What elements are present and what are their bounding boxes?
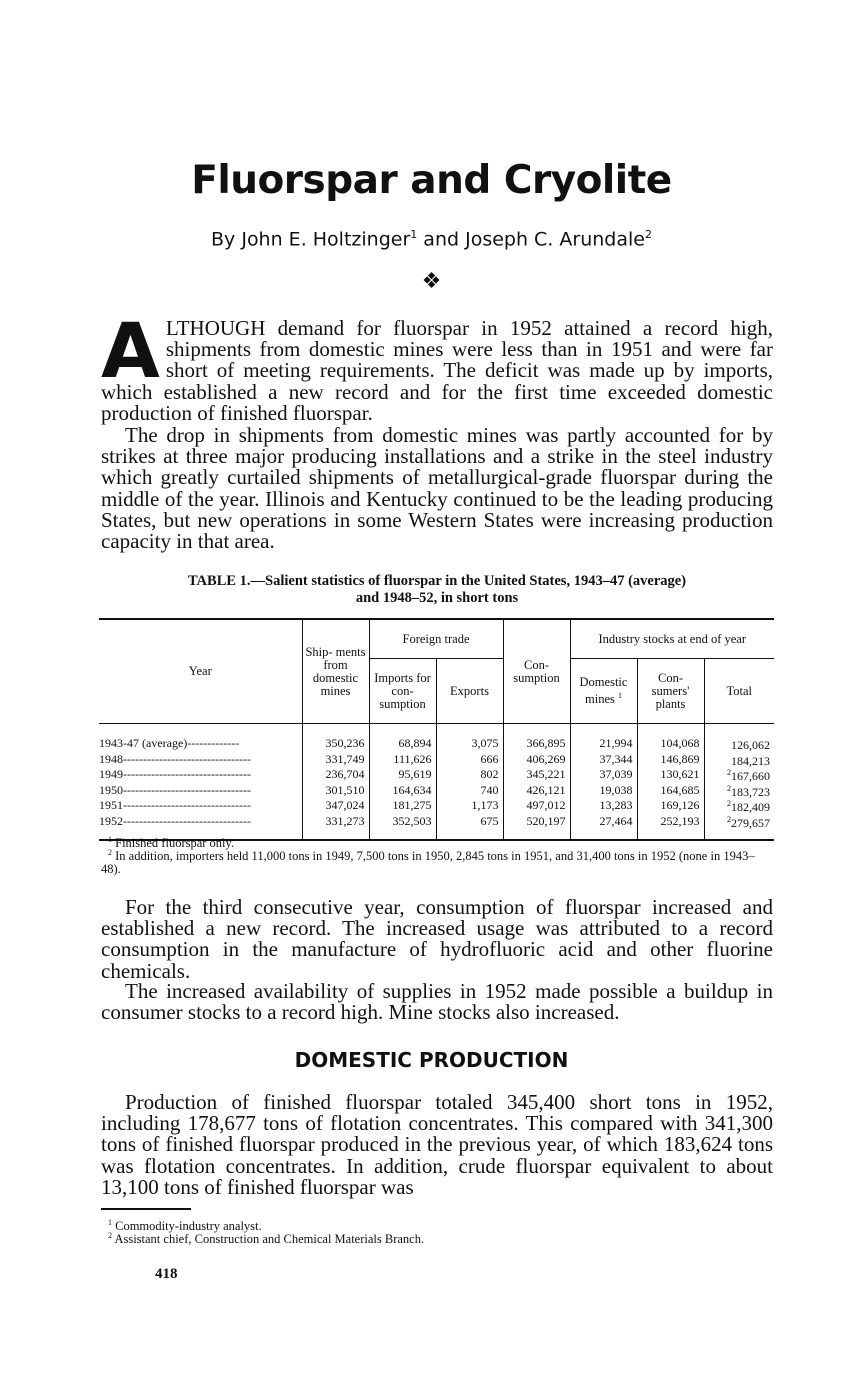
- total-value: 184,213: [731, 753, 770, 768]
- cell-imports: 352,503: [369, 814, 436, 841]
- cell-consumption: 345,221: [503, 767, 570, 783]
- cell-total: [704, 724, 774, 752]
- footnote-mark: 1: [108, 1218, 112, 1227]
- cell-year: [99, 724, 302, 752]
- cell-domestic-mines: 37,039: [570, 767, 637, 783]
- year-label: 1951: [99, 798, 123, 812]
- body-paragraph-1: For the third consecutive year, consumption of fluorspar increased and established a new record. The increased usage was attributed to a record consumption in the manufacture of hydrofluoric acid and other fluorine chemicals.: [101, 895, 773, 983]
- author-1: By John E. Holtzinger: [211, 228, 411, 251]
- cell-consumers-plants: 169,126: [637, 798, 704, 814]
- cell-consumers-plants: 130,621: [637, 767, 704, 783]
- dot-leader: --------------------------------: [123, 798, 251, 812]
- body-paragraph-3: Production of finished fluorspar totaled 345,400 short tons in 1952, including 178,677 tons of flotation concentrates. This compared with 341,300 tons of finished fluorspar produced in the previous year, of which 183,624 tons was flotation concentrates. In addition, crude fluorspar equivalent to about 13,100 tons of finished fluorspar was: [101, 1090, 773, 1199]
- col-header-exports: Exports: [436, 659, 503, 724]
- cell-imports: 111,626: [369, 752, 436, 768]
- cell-shipments: 350,236: [302, 724, 369, 752]
- dot-leader: --------------------------------: [123, 751, 251, 766]
- cell-total: [704, 798, 774, 814]
- dot-leader: --------------------------------: [123, 782, 251, 797]
- cell-shipments: 331,749: [302, 752, 369, 768]
- table-row: [99, 752, 774, 768]
- col-header-industry-stocks: Industry stocks at end of year: [570, 619, 774, 659]
- cell-consumption: 497,012: [503, 798, 570, 814]
- total-value: 182,409: [731, 800, 770, 814]
- dot-leader: --------------------------------: [123, 813, 251, 828]
- total-value: 126,062: [731, 738, 770, 752]
- table-caption-line-1: TABLE 1.—Salient statistics of fluorspar in the United States, 1943–47 (average): [187, 573, 687, 589]
- cell-year: [99, 783, 302, 799]
- cell-exports: 675: [436, 814, 503, 841]
- author-1-footnote-mark: 1: [410, 228, 418, 241]
- cell-exports: 802: [436, 767, 503, 783]
- dot-leader: --------------------------------: [123, 767, 251, 781]
- cell-imports: 95,619: [369, 767, 436, 783]
- cell-consumption: 426,121: [503, 783, 570, 799]
- cell-domestic-mines: 37,344: [570, 752, 637, 768]
- body-paragraph-2: The increased availability of supplies in 1952 made possible a buildup in consumer stocks to a record high. Mine stocks also increased.: [101, 979, 773, 1025]
- cell-year: [99, 798, 302, 814]
- cell-consumers-plants: 146,869: [637, 752, 704, 768]
- cell-domestic-mines: 27,464: [570, 814, 637, 841]
- table-row: [99, 724, 774, 752]
- footnote-mark: 2: [727, 783, 731, 793]
- cell-shipments: 347,024: [302, 798, 369, 814]
- page-title: Fluorspar and Cryolite: [191, 158, 672, 203]
- cell-domestic-mines: 21,994: [570, 724, 637, 752]
- cell-exports: 740: [436, 783, 503, 799]
- section-heading: DOMESTIC PRODUCTION: [294, 1048, 569, 1072]
- cell-consumption: 520,197: [503, 814, 570, 841]
- intro-paragraph-1-text: LTHOUGH demand for fluorspar in 1952 attained a record high, shipments from domestic mines were less than in 1951 and were far short of meeting requirements. The deficit was made up by imports, which established a new record and for the first time exceeded domestic production of finished fluorspar.: [101, 316, 773, 425]
- table-footnote-1-text: Finished fluorspar only.: [115, 836, 235, 851]
- cell-exports: 1,173: [436, 798, 503, 814]
- cell-consumption: 406,269: [503, 752, 570, 768]
- year-label: 1952: [99, 813, 123, 828]
- col-header-shipments: Ship- ments from domestic mines: [302, 619, 369, 724]
- col-header-imports: Imports for con- sumption: [369, 659, 436, 724]
- footnote-divider: [101, 1208, 191, 1210]
- col-header-year: Year: [99, 619, 302, 724]
- drop-cap: A: [101, 306, 160, 395]
- year-label: 1949: [99, 767, 123, 781]
- cell-domestic-mines: 13,283: [570, 798, 637, 814]
- footnote-mark: 2: [727, 799, 731, 808]
- year-label: 1948: [99, 751, 123, 766]
- cell-consumers-plants: 104,068: [637, 724, 704, 752]
- footnote-mark: 2: [108, 1231, 112, 1240]
- cell-total: [704, 767, 774, 783]
- intro-paragraph-2: The drop in shipments from domestic mines was partly accounted for by strikes at three major producing installations and a strike in the steel industry which greatly curtailed shipments of metallurgical-grade fluorspar during the middle of the year. Illinois and Kentucky continued to be the leading producing States, but new operations in some Western States were increasing production capacity in that area.: [101, 423, 773, 554]
- col-header-consumers-plants: Con- sumers' plants: [637, 659, 704, 724]
- salient-statistics-table: [99, 618, 774, 841]
- table-row: [99, 767, 774, 783]
- byline: [0, 228, 863, 250]
- cell-imports: 164,634: [369, 783, 436, 799]
- cell-imports: 68,894: [369, 724, 436, 752]
- author-2-footnote-mark: 2: [644, 228, 652, 241]
- cell-total: [704, 783, 774, 799]
- table-caption: [101, 573, 773, 607]
- cell-domestic-mines: 19,038: [570, 783, 637, 799]
- footnote-mark: 1: [617, 690, 622, 700]
- year-label: 1943-47 (average): [99, 736, 188, 750]
- year-label: 1950: [99, 782, 123, 797]
- page-footnote-2-text: Assistant chief, Construction and Chemical Materials Branch.: [114, 1232, 425, 1247]
- cell-shipments: 331,273: [302, 814, 369, 841]
- col-header-consumption: Con- sumption: [503, 619, 570, 724]
- table-row: [99, 798, 774, 814]
- cell-year: [99, 752, 302, 768]
- cell-imports: 181,275: [369, 798, 436, 814]
- footnote-mark: 2: [108, 848, 112, 857]
- col-header-domestic-mines: [570, 659, 637, 724]
- page-footnote-1-text: Commodity-industry analyst.: [115, 1219, 262, 1234]
- total-value: 167,660: [731, 769, 770, 783]
- cell-total: [704, 752, 774, 768]
- ornament-icon: ❖: [421, 268, 442, 293]
- footnote-mark: 2: [727, 814, 731, 824]
- intro-paragraph-1: [101, 306, 773, 425]
- cell-shipments: 301,510: [302, 783, 369, 799]
- col-header-total: Total: [704, 659, 774, 724]
- cell-consumption: 366,895: [503, 724, 570, 752]
- cell-exports: 666: [436, 752, 503, 768]
- page-number: 418: [155, 1266, 178, 1282]
- cell-year: [99, 767, 302, 783]
- col-header-domestic-mines-label: Domestic mines: [579, 674, 628, 707]
- cell-consumers-plants: 252,193: [637, 814, 704, 841]
- footnote-mark: 1: [108, 835, 112, 844]
- col-header-foreign-trade: Foreign trade: [369, 619, 503, 659]
- footnote-mark: 2: [727, 768, 731, 777]
- table-row: [99, 783, 774, 799]
- table-footnote-2-text: In addition, importers held 11,000 tons in 1949, 7,500 tons in 1950, 2,845 tons in 1951, and 31,400 tons in 1952 (none in 1943–48).: [101, 849, 755, 876]
- total-value: 279,657: [731, 815, 770, 830]
- cell-shipments: 236,704: [302, 767, 369, 783]
- dot-leader: -------------: [187, 736, 240, 750]
- table-footnote-2: [101, 847, 773, 875]
- author-2: and Joseph C. Arundale: [417, 228, 645, 251]
- cell-consumers-plants: 164,685: [637, 783, 704, 799]
- table-caption-line-2: and 1948–52, in short tons: [355, 590, 519, 606]
- cell-exports: 3,075: [436, 724, 503, 752]
- total-value: 183,723: [731, 784, 770, 799]
- page-footnote-2: [108, 1230, 780, 1246]
